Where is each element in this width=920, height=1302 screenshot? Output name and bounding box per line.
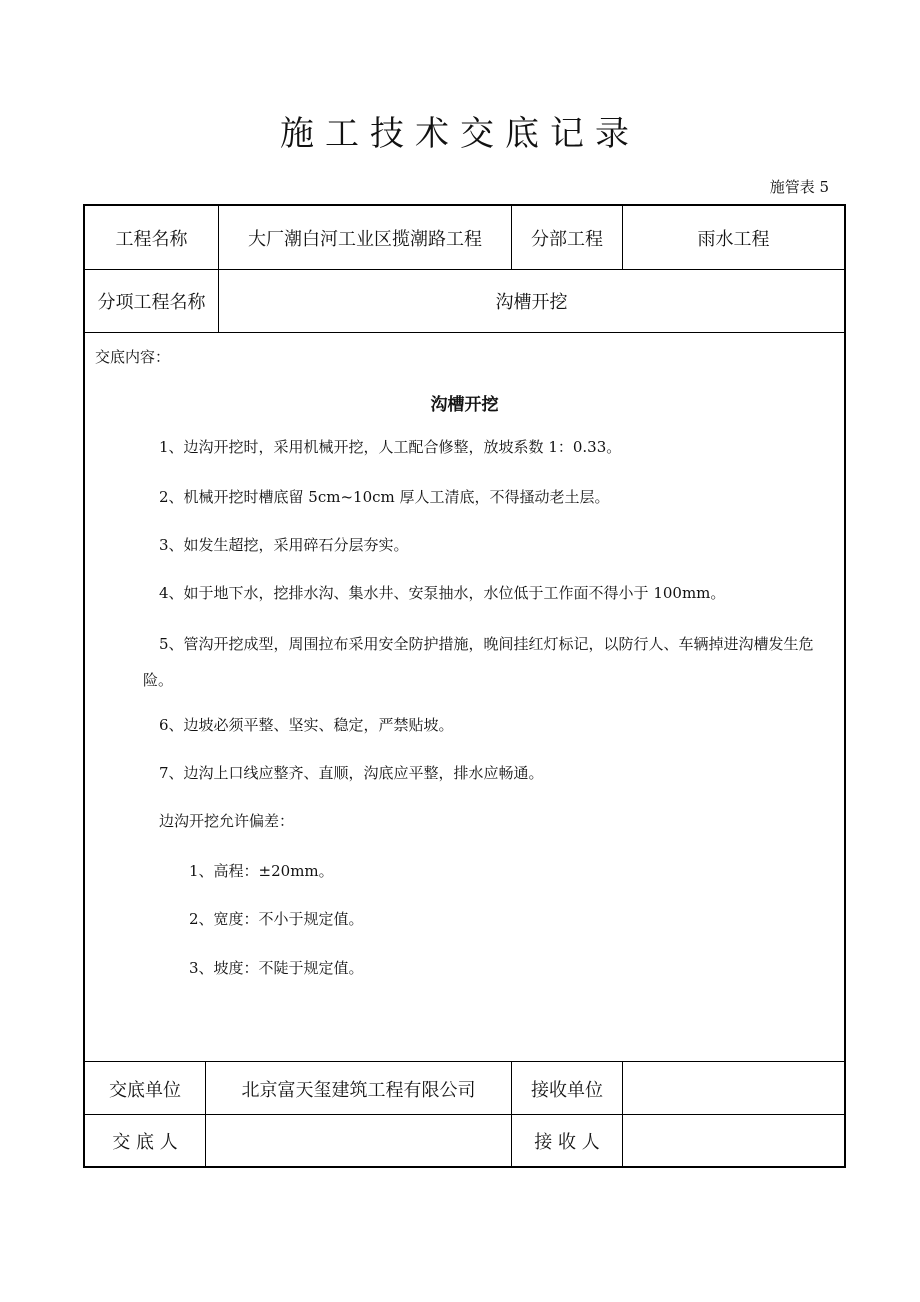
issuer-unit-value: 北京富天玺建筑工程有限公司 [205,1062,511,1115]
content-item-6: 6、边坡必须平整、坚实、稳定，严禁贴坡。 [159,716,454,734]
project-row [85,206,844,270]
subitem-row [85,269,844,333]
content-item-4: 4、如于地下水，挖排水沟、集水井、安泵抽水，水位低于工作面不得小于 100mm。 [159,584,726,602]
subitem-value: 沟槽开挖 [218,269,844,332]
record-table [83,204,846,1168]
issuer-person-value [205,1115,511,1166]
content-item-7: 7、边沟上口线应整齐、直顺，沟底应平整，排水应畅通。 [159,764,544,782]
content-item-1: 1、边沟开挖时，采用机械开挖，人工配合修整，放坡系数 1：0.33。 [159,438,622,456]
content-item-3: 3、如发生超挖，采用碎石分层夯实。 [159,536,409,554]
subitem-label: 分项工程名称 [97,291,206,313]
project-value: 大厂潮白河工业区揽潮路工程 [218,206,511,269]
receiver-unit-value [622,1062,844,1115]
division-value: 雨水工程 [622,206,844,269]
tolerance-item-3: 3、坡度：不陡于规定值。 [189,959,364,977]
document-title: 施工技术交底记录 [280,114,640,154]
issuer-person-row [85,1114,844,1166]
tolerance-item-1: 1、高程：±20mm。 [189,862,334,880]
issuer-person-label: 交 底 人 [112,1131,178,1153]
issuer-unit-label: 交底单位 [109,1079,181,1101]
division-label: 分部工程 [511,206,622,269]
issuer-unit-row [85,1061,844,1115]
receiver-unit-label: 接收单位 [511,1062,622,1115]
section-heading: 沟槽开挖 [430,395,499,415]
content-item-5: 5、管沟开挖成型，周围拉布采用安全防护措施，晚间挂红灯标记，以防行人、车辆掉进沟槽发生危险。 [143,635,814,689]
content-item-2: 2、机械开挖时槽底留 5cm~10cm 厚人工清底，不得搔动老土层。 [159,488,610,506]
disclosure-content [85,332,844,1061]
tolerance-title: 边沟开挖允许偏差： [159,812,295,830]
form-number: 施管表 5 [769,178,829,196]
tolerance-item-2: 2、宽度：不小于规定值。 [189,910,364,928]
content-label: 交底内容： [95,348,171,366]
receiver-person-value [622,1115,844,1166]
receiver-person-label: 接 收 人 [511,1115,622,1166]
project-label: 工程名称 [115,228,188,250]
